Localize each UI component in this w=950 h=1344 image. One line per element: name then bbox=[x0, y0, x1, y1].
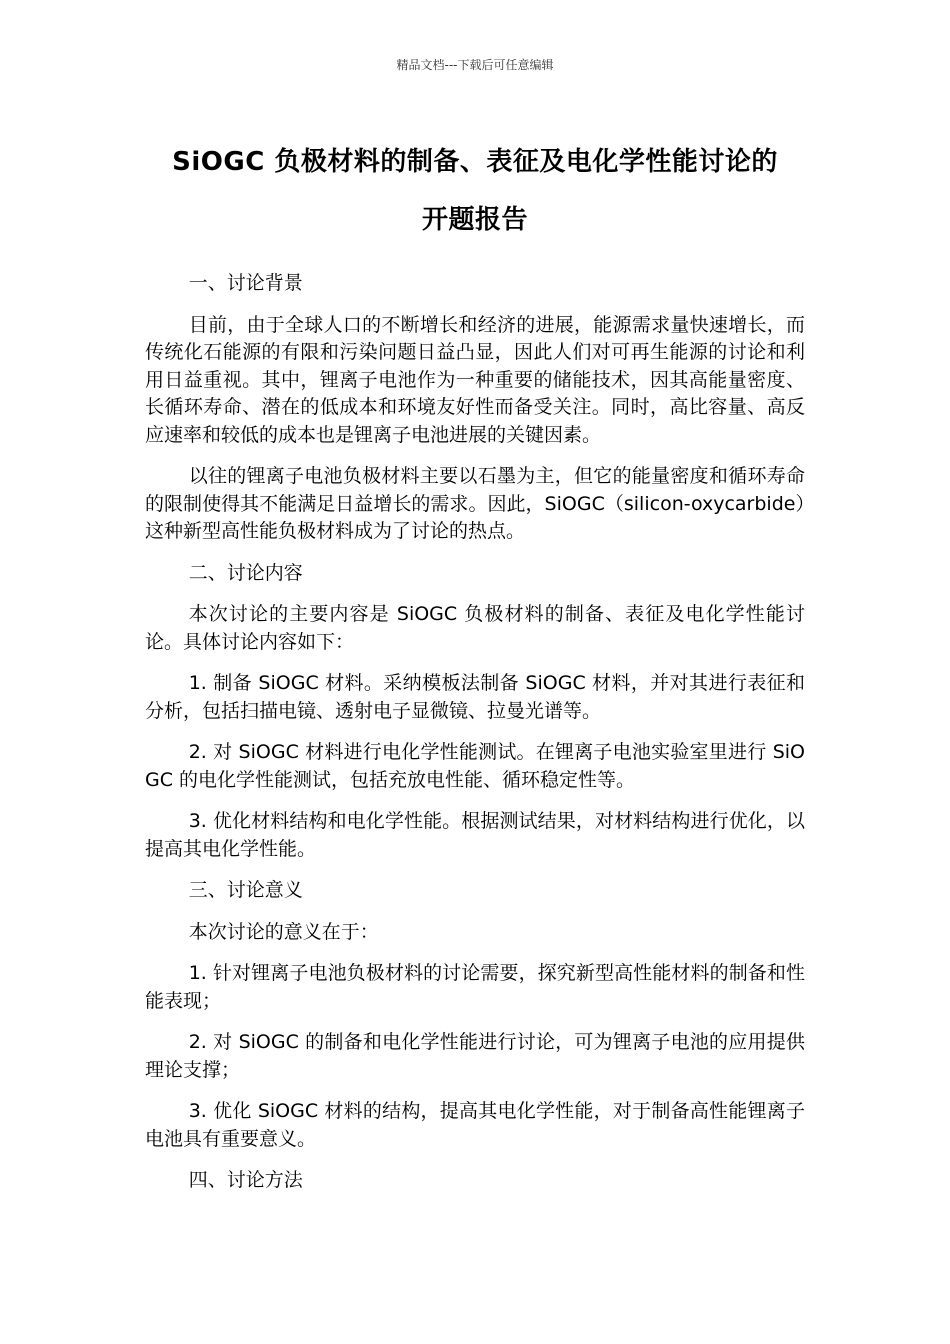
paragraph: 目前，由于全球人口的不断增长和经济的进展，能源需求量快速增长，而传统化石能源的有限和污染问题日益凸显，因此人们对可再生能源的讨论和利用日益重视。其中，锂离子电池作为一种重要的储能技术，因其高能量密度、长循环寿命、潜在的低成本和环境友好性而备受关注。同时，高比容量、高反应速率和较低的成本也是锂离子电池进展的关键因素。 bbox=[145, 313, 805, 446]
title-line-1: SiOGC 负极材料的制备、表征及电化学性能讨论的 bbox=[172, 147, 778, 177]
section-heading-content: 二、讨论内容 bbox=[188, 561, 303, 584]
document-title bbox=[120, 133, 830, 249]
list-item: 3. 优化 SiOGC 材料的结构，提高其电化学性能，对于制备高性能锂离子电池具有重要意义。 bbox=[145, 1100, 805, 1150]
paragraph: 本次讨论的主要内容是 SiOGC 负极材料的制备、表征及电化学性能讨论。具体讨论内容如下： bbox=[145, 603, 805, 653]
header-note: 精品文档---下载后可任意编辑 bbox=[396, 58, 554, 72]
list-item: 1. 制备 SiOGC 材料。采纳模板法制备 SiOGC 材料，并对其进行表征和分析，包括扫描电镜、透射电子显微镜、拉曼光谱等。 bbox=[145, 672, 805, 722]
section-heading-background: 一、讨论背景 bbox=[188, 272, 303, 294]
list-item: 2. 对 SiOGC 材料进行电化学性能测试。在锂离子电池实验室里进行 SiOGC 的电化学性能测试，包括充放电性能、循环稳定性等。 bbox=[145, 741, 805, 791]
document-body bbox=[145, 270, 805, 1209]
section-heading-significance: 三、讨论意义 bbox=[188, 879, 303, 901]
section-heading-method: 四、讨论方法 bbox=[188, 1169, 303, 1191]
list-item: 1. 针对锂离子电池负极材料的讨论需要，探究新型高性能材料的制备和性能表现； bbox=[145, 962, 805, 1012]
paragraph: 以往的锂离子电池负极材料主要以石墨为主，但它的能量密度和循环寿命的限制使得其不能满足日益增长的需求。因此，SiOGC（silicon-oxycarbide）这种新型高性能负极材料成为了讨论的热点。 bbox=[145, 465, 805, 542]
paragraph: 本次讨论的意义在于： bbox=[188, 920, 379, 943]
list-item: 2. 对 SiOGC 的制备和电化学性能进行讨论，可为锂离子电池的应用提供理论支撑； bbox=[145, 1031, 805, 1081]
list-item: 3. 优化材料结构和电化学性能。根据测试结果，对材料结构进行优化，以提高其电化学性能。 bbox=[145, 810, 805, 860]
title-line-2: 开题报告 bbox=[421, 205, 528, 235]
